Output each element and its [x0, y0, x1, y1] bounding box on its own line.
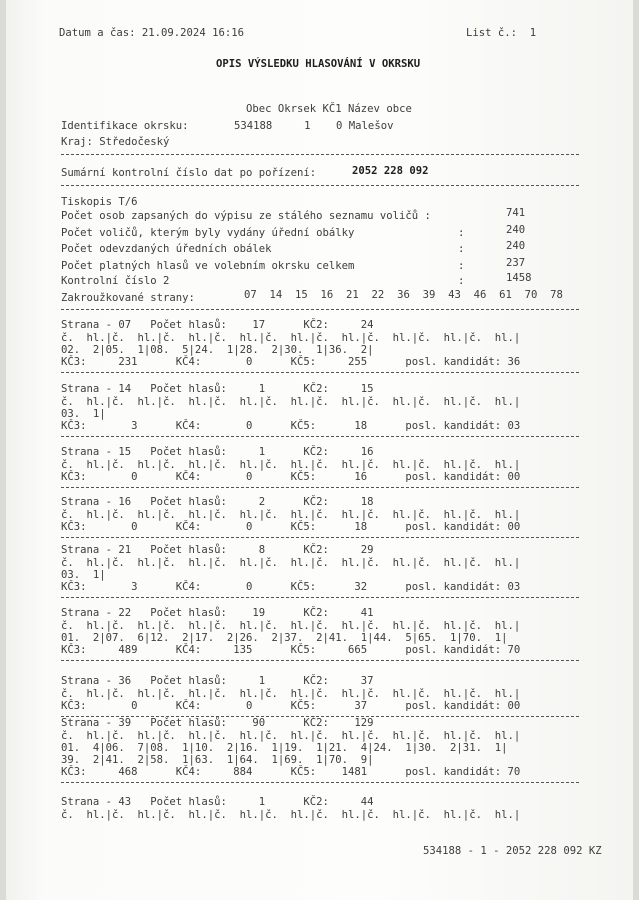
identifikace-label: Identifikace okrsku:	[61, 120, 189, 132]
divider	[61, 537, 579, 538]
divider	[61, 372, 579, 373]
form-row-label: Počet odevzdaných úředních obálek	[61, 243, 272, 255]
vote-row: 39. 2|41. 2|58. 1|63. 1|64. 1|69. 1|70. 9|	[61, 754, 374, 766]
vote-row: č. hl.|č. hl.|č. hl.|č. hl.|č. hl.|č. hl.|č. hl.|č. hl.|č. hl.|	[61, 620, 521, 632]
vote-row: 01. 2|07. 6|12. 2|17. 2|26. 2|37. 2|41. 1|44. 5|65. 1|70. 1|	[61, 632, 508, 644]
parties-label: Zakroužkované strany:	[61, 292, 195, 304]
form-row-value: 240	[506, 240, 526, 252]
form-row-label: Počet voličů, kterým byly vydány úřední obálky	[61, 227, 355, 239]
kc-row: KČ3: 468 KČ4: 884 KČ5: 1481 posl. kandidát: 70	[61, 766, 521, 778]
footer-code: 534188 - 1 - 2052 228 092 KZ	[423, 845, 602, 857]
checksum-value: 2052 228 092	[352, 165, 429, 177]
form-row-colon: :	[458, 260, 465, 272]
strana-header: Strana - 15 Počet hlasů: 1 KČ2: 16	[61, 446, 374, 458]
vote-row: č. hl.|č. hl.|č. hl.|č. hl.|č. hl.|č. hl.|č. hl.|č. hl.|č. hl.|	[61, 809, 521, 821]
vote-row: č. hl.|č. hl.|č. hl.|č. hl.|č. hl.|č. hl.|č. hl.|č. hl.|č. hl.|	[61, 557, 521, 569]
form-row-value: 1458	[506, 272, 532, 284]
document-title: OPIS VÝSLEDKU HLASOVÁNÍ V OKRSKU	[216, 58, 421, 70]
kc-row: KČ3: 0 KČ4: 0 KČ5: 37 posl. kandidát: 00	[61, 700, 521, 712]
kc-row: KČ3: 3 KČ4: 0 KČ5: 18 posl. kandidát: 03	[61, 420, 521, 432]
vote-row: č. hl.|č. hl.|č. hl.|č. hl.|č. hl.|č. hl.|č. hl.|č. hl.|č. hl.|	[61, 459, 521, 471]
form-row-colon: :	[458, 275, 465, 287]
strana-header: Strana - 07 Počet hlasů: 17 KČ2: 24	[61, 319, 374, 331]
identifikace-value: 534188 1 0 Malešov	[234, 120, 394, 132]
form-row-value: 237	[506, 257, 526, 269]
document-page	[6, 0, 633, 900]
date-time: Datum a čas: 21.09.2024 16:16	[59, 27, 244, 39]
kc-row: KČ3: 3 KČ4: 0 KČ5: 32 posl. kandidát: 03	[61, 581, 521, 593]
divider	[61, 782, 579, 783]
divider	[61, 154, 579, 155]
vote-row: č. hl.|č. hl.|č. hl.|č. hl.|č. hl.|č. hl.|č. hl.|č. hl.|č. hl.|	[61, 509, 521, 521]
vote-row: 02. 2|05. 1|08. 5|24. 1|28. 2|30. 1|36. 2|	[61, 344, 374, 356]
strana-header: Strana - 16 Počet hlasů: 2 KČ2: 18	[61, 496, 374, 508]
form-row-value: 240	[506, 224, 526, 236]
vote-row: č. hl.|č. hl.|č. hl.|č. hl.|č. hl.|č. hl.|č. hl.|č. hl.|č. hl.|	[61, 332, 521, 344]
vote-row: č. hl.|č. hl.|č. hl.|č. hl.|č. hl.|č. hl.|č. hl.|č. hl.|č. hl.|	[61, 396, 521, 408]
strana-header: Strana - 43 Počet hlasů: 1 KČ2: 44	[61, 796, 374, 808]
divider	[61, 309, 579, 310]
strana-header: Strana - 21 Počet hlasů: 8 KČ2: 29	[61, 544, 374, 556]
vote-row: 03. 1|	[61, 408, 106, 420]
vote-row: 03. 1|	[61, 569, 106, 581]
kraj: Kraj: Středočeský	[61, 136, 170, 148]
vote-row: č. hl.|č. hl.|č. hl.|č. hl.|č. hl.|č. hl.|č. hl.|č. hl.|č. hl.|	[61, 688, 521, 700]
form-row-colon: :	[458, 243, 465, 255]
divider	[61, 597, 579, 598]
kc-row: KČ3: 0 KČ4: 0 KČ5: 18 posl. kandidát: 00	[61, 521, 521, 533]
divider	[61, 487, 579, 488]
divider	[61, 436, 579, 437]
vote-row: č. hl.|č. hl.|č. hl.|č. hl.|č. hl.|č. hl.|č. hl.|č. hl.|č. hl.|	[61, 730, 521, 742]
kc-row: KČ3: 489 KČ4: 135 KČ5: 665 posl. kandidát: 70	[61, 644, 521, 656]
divider	[61, 185, 579, 186]
form-row-label: Počet platných hlasů ve volebním okrsku celkem	[61, 260, 355, 272]
form-title: Tiskopis T/6	[61, 196, 138, 208]
strana-header: Strana - 39 Počet hlasů: 90 KČ2: 129	[61, 717, 374, 729]
strana-header: Strana - 14 Počet hlasů: 1 KČ2: 15	[61, 383, 374, 395]
strana-header: Strana - 22 Počet hlasů: 19 KČ2: 41	[61, 607, 374, 619]
kc-row: KČ3: 231 KČ4: 0 KČ5: 255 posl. kandidát: 36	[61, 356, 521, 368]
vote-row: 01. 4|06. 7|08. 1|10. 2|16. 1|19. 1|21. 4|24. 1|30. 2|31. 1|	[61, 742, 508, 754]
kc-row: KČ3: 0 KČ4: 0 KČ5: 16 posl. kandidát: 00	[61, 471, 521, 483]
parties-list: 07 14 15 16 21 22 36 39 43 46 61 70 78	[244, 289, 563, 301]
divider	[61, 660, 579, 661]
strana-header: Strana - 36 Počet hlasů: 1 KČ2: 37	[61, 675, 374, 687]
columns-header: Obec Okrsek KČ1 Název obce	[246, 103, 412, 115]
form-row-label: Kontrolní číslo 2	[61, 275, 170, 287]
page-number: List č.: 1	[466, 27, 537, 39]
checksum-label: Sumární kontrolní číslo dat po pořízení:	[61, 167, 317, 179]
form-row-value: 741	[506, 207, 526, 219]
form-row-label: Počet osob zapsaných do výpisu ze stálého seznamu voličů :	[61, 210, 431, 222]
form-row-colon: :	[458, 227, 465, 239]
